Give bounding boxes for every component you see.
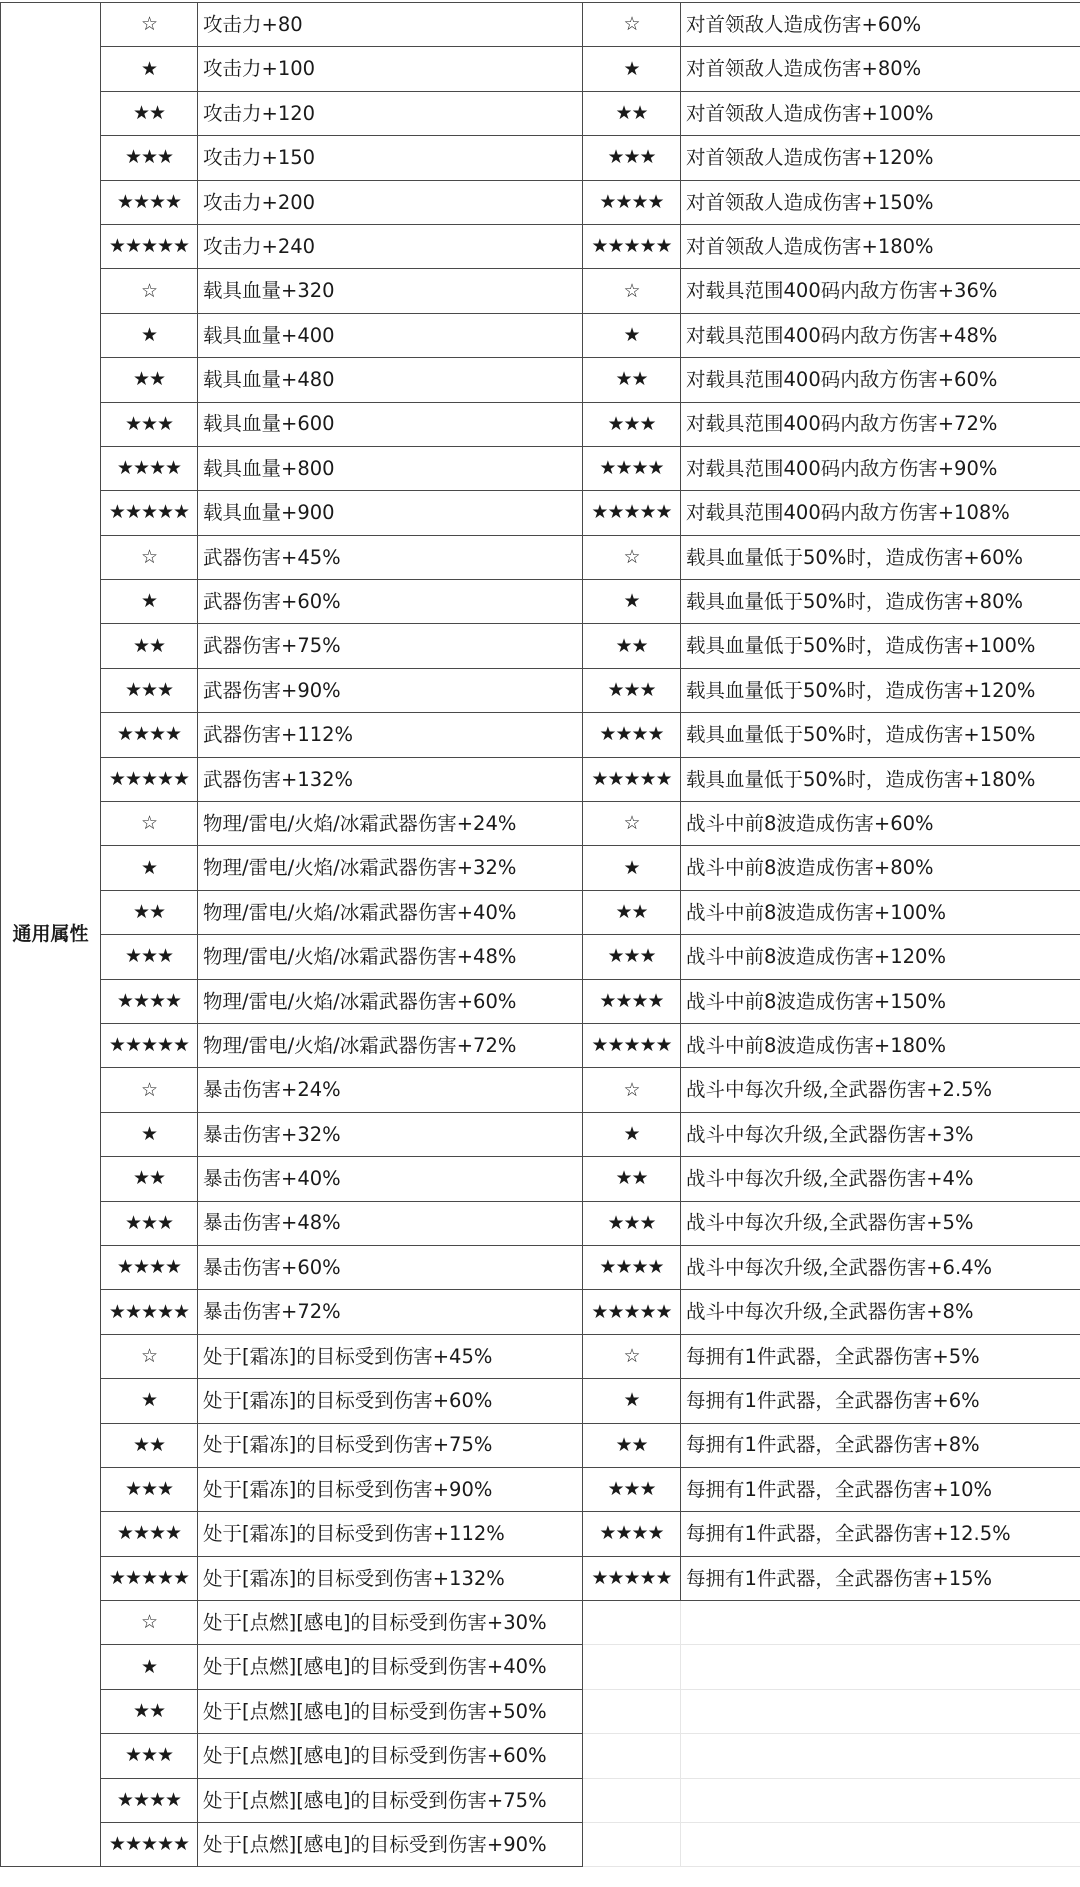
effect-cell: 对首领敌人造成伤害+60% <box>681 3 1080 47</box>
effect-cell: 攻击力+150 <box>198 136 583 180</box>
star-rating-cell: ★★★★ <box>101 1245 198 1289</box>
table-row <box>1 358 1080 402</box>
effect-cell: 处于[霜冻]的目标受到伤害+60% <box>198 1379 583 1423</box>
table-row <box>1 935 1080 979</box>
star-rating-cell: ☆ <box>583 1334 681 1378</box>
star-rating-cell: ★★★★★ <box>101 1556 198 1600</box>
table-row <box>1 1068 1080 1112</box>
effect-cell: 攻击力+100 <box>198 47 583 91</box>
star-rating-cell: ★★★★ <box>583 180 681 224</box>
effect-cell: 物理/雷电/火焰/冰霜武器伤害+24% <box>198 802 583 846</box>
attribute-table-body <box>1 3 1080 1867</box>
effect-cell: 每拥有1件武器，全武器伤害+6% <box>681 1379 1080 1423</box>
star-rating-cell: ★★ <box>101 1423 198 1467</box>
star-rating-cell: ★★ <box>101 1157 198 1201</box>
star-rating-cell: ★★★★ <box>583 1512 681 1556</box>
empty-cell <box>583 1645 681 1689</box>
star-rating-cell: ★ <box>101 580 198 624</box>
empty-cell <box>681 1778 1080 1822</box>
star-rating-cell: ☆ <box>583 269 681 313</box>
effect-cell: 对载具范围400码内敌方伤害+36% <box>681 269 1080 313</box>
effect-cell: 武器伤害+45% <box>198 535 583 579</box>
star-rating-cell: ★★★★ <box>101 979 198 1023</box>
attribute-table <box>0 2 1080 1867</box>
table-row <box>1 1467 1080 1511</box>
star-rating-cell: ★★★★★ <box>101 491 198 535</box>
table-row <box>1 1201 1080 1245</box>
star-rating-cell: ★★ <box>101 91 198 135</box>
effect-cell: 暴击伤害+32% <box>198 1112 583 1156</box>
effect-cell: 攻击力+80 <box>198 3 583 47</box>
star-rating-cell: ★★★ <box>101 1734 198 1778</box>
effect-cell: 处于[点燃][感电]的目标受到伤害+30% <box>198 1601 583 1645</box>
star-rating-cell: ★★ <box>583 624 681 668</box>
star-rating-cell: ★★★ <box>101 1201 198 1245</box>
effect-cell: 对载具范围400码内敌方伤害+108% <box>681 491 1080 535</box>
effect-cell: 处于[霜冻]的目标受到伤害+45% <box>198 1334 583 1378</box>
star-rating-cell: ★★★ <box>583 668 681 712</box>
empty-cell <box>583 1823 681 1867</box>
effect-cell: 物理/雷电/火焰/冰霜武器伤害+72% <box>198 1023 583 1067</box>
star-rating-cell: ★★★★ <box>101 713 198 757</box>
star-rating-cell: ★★★ <box>101 136 198 180</box>
effect-cell: 暴击伤害+40% <box>198 1157 583 1201</box>
effect-cell: 每拥有1件武器，全武器伤害+12.5% <box>681 1512 1080 1556</box>
table-row <box>1 91 1080 135</box>
effect-cell: 物理/雷电/火焰/冰霜武器伤害+40% <box>198 890 583 934</box>
empty-cell <box>681 1734 1080 1778</box>
effect-cell: 处于[霜冻]的目标受到伤害+132% <box>198 1556 583 1600</box>
star-rating-cell: ☆ <box>101 535 198 579</box>
table-row <box>1 1778 1080 1822</box>
table-row <box>1 1157 1080 1201</box>
star-rating-cell: ★★★★★ <box>101 1823 198 1867</box>
table-row <box>1 1645 1080 1689</box>
star-rating-cell: ★★★★★ <box>101 757 198 801</box>
star-rating-cell: ★★ <box>583 1157 681 1201</box>
table-row <box>1 269 1080 313</box>
table-row <box>1 1379 1080 1423</box>
effect-cell: 载具血量+320 <box>198 269 583 313</box>
table-row <box>1 1823 1080 1867</box>
effect-cell: 处于[霜冻]的目标受到伤害+90% <box>198 1467 583 1511</box>
empty-cell <box>583 1689 681 1733</box>
star-rating-cell: ★★ <box>583 91 681 135</box>
effect-cell: 载具血量低于50%时，造成伤害+180% <box>681 757 1080 801</box>
star-rating-cell: ★★ <box>101 890 198 934</box>
table-row <box>1 1023 1080 1067</box>
effect-cell: 战斗中前8波造成伤害+150% <box>681 979 1080 1023</box>
star-rating-cell: ★★★★ <box>583 713 681 757</box>
star-rating-cell: ★★★★★ <box>583 757 681 801</box>
table-row <box>1 491 1080 535</box>
empty-cell <box>681 1823 1080 1867</box>
effect-cell: 对首领敌人造成伤害+180% <box>681 224 1080 268</box>
star-rating-cell: ★ <box>583 580 681 624</box>
star-rating-cell: ★ <box>101 1112 198 1156</box>
effect-cell: 武器伤害+132% <box>198 757 583 801</box>
table-row <box>1 802 1080 846</box>
effect-cell: 载具血量+900 <box>198 491 583 535</box>
star-rating-cell: ★★★ <box>583 935 681 979</box>
star-rating-cell: ★★★ <box>583 402 681 446</box>
table-row <box>1 1601 1080 1645</box>
effect-cell: 对首领敌人造成伤害+80% <box>681 47 1080 91</box>
table-row <box>1 890 1080 934</box>
empty-cell <box>681 1689 1080 1733</box>
star-rating-cell: ★★★ <box>583 1467 681 1511</box>
star-rating-cell: ★ <box>101 1379 198 1423</box>
star-rating-cell: ★★★★★ <box>583 1556 681 1600</box>
star-rating-cell: ☆ <box>583 1068 681 1112</box>
effect-cell: 战斗中每次升级,全武器伤害+4% <box>681 1157 1080 1201</box>
star-rating-cell: ★★★★★ <box>101 224 198 268</box>
table-row <box>1 1556 1080 1600</box>
effect-cell: 处于[霜冻]的目标受到伤害+112% <box>198 1512 583 1556</box>
effect-cell: 载具血量+400 <box>198 313 583 357</box>
star-rating-cell: ★★ <box>583 1423 681 1467</box>
effect-cell: 处于[点燃][感电]的目标受到伤害+75% <box>198 1778 583 1822</box>
table-row <box>1 580 1080 624</box>
star-rating-cell: ☆ <box>101 3 198 47</box>
effect-cell: 每拥有1件武器，全武器伤害+8% <box>681 1423 1080 1467</box>
effect-cell: 处于[霜冻]的目标受到伤害+75% <box>198 1423 583 1467</box>
star-rating-cell: ★★★★★ <box>583 224 681 268</box>
table-row <box>1 136 1080 180</box>
table-row <box>1 979 1080 1023</box>
star-rating-cell: ★★★★ <box>583 446 681 490</box>
empty-cell <box>681 1645 1080 1689</box>
table-row <box>1 1734 1080 1778</box>
table-row <box>1 180 1080 224</box>
star-rating-cell: ★★ <box>583 890 681 934</box>
effect-cell: 物理/雷电/火焰/冰霜武器伤害+60% <box>198 979 583 1023</box>
effect-cell: 战斗中前8波造成伤害+60% <box>681 802 1080 846</box>
star-rating-cell: ★ <box>583 846 681 890</box>
table-row <box>1 1290 1080 1334</box>
effect-cell: 物理/雷电/火焰/冰霜武器伤害+32% <box>198 846 583 890</box>
effect-cell: 对载具范围400码内敌方伤害+72% <box>681 402 1080 446</box>
effect-cell: 载具血量低于50%时，造成伤害+60% <box>681 535 1080 579</box>
empty-cell <box>583 1601 681 1645</box>
effect-cell: 对首领敌人造成伤害+150% <box>681 180 1080 224</box>
star-rating-cell: ★ <box>583 1379 681 1423</box>
star-rating-cell: ★★★★ <box>101 446 198 490</box>
effect-cell: 攻击力+240 <box>198 224 583 268</box>
star-rating-cell: ★★★★ <box>583 1245 681 1289</box>
star-rating-cell: ★★★ <box>101 1467 198 1511</box>
effect-cell: 武器伤害+60% <box>198 580 583 624</box>
star-rating-cell: ★ <box>101 1645 198 1689</box>
effect-cell: 暴击伤害+24% <box>198 1068 583 1112</box>
star-rating-cell: ★ <box>583 313 681 357</box>
effect-cell: 战斗中每次升级,全武器伤害+8% <box>681 1290 1080 1334</box>
table-row <box>1 1112 1080 1156</box>
star-rating-cell: ☆ <box>101 1601 198 1645</box>
star-rating-cell: ☆ <box>583 802 681 846</box>
table-row <box>1 624 1080 668</box>
effect-cell: 处于[点燃][感电]的目标受到伤害+40% <box>198 1645 583 1689</box>
table-row <box>1 1512 1080 1556</box>
star-rating-cell: ☆ <box>101 1068 198 1112</box>
star-rating-cell: ★★★★ <box>101 180 198 224</box>
empty-cell <box>681 1601 1080 1645</box>
star-rating-cell: ★★ <box>101 1689 198 1733</box>
table-row <box>1 757 1080 801</box>
effect-cell: 战斗中前8波造成伤害+180% <box>681 1023 1080 1067</box>
effect-cell: 每拥有1件武器，全武器伤害+5% <box>681 1334 1080 1378</box>
star-rating-cell: ★★★★ <box>583 979 681 1023</box>
table-row <box>1 846 1080 890</box>
star-rating-cell: ★ <box>583 47 681 91</box>
star-rating-cell: ★★★★★ <box>583 491 681 535</box>
effect-cell: 战斗中每次升级,全武器伤害+6.4% <box>681 1245 1080 1289</box>
effect-cell: 战斗中每次升级,全武器伤害+3% <box>681 1112 1080 1156</box>
effect-cell: 对首领敌人造成伤害+100% <box>681 91 1080 135</box>
table-row <box>1 1245 1080 1289</box>
star-rating-cell: ★★★★★ <box>583 1023 681 1067</box>
star-rating-cell: ★★ <box>101 358 198 402</box>
star-rating-cell: ★★★★★ <box>101 1290 198 1334</box>
effect-cell: 战斗中每次升级,全武器伤害+5% <box>681 1201 1080 1245</box>
table-row <box>1 3 1080 47</box>
effect-cell: 战斗中前8波造成伤害+80% <box>681 846 1080 890</box>
effect-cell: 载具血量+480 <box>198 358 583 402</box>
star-rating-cell: ☆ <box>101 1334 198 1378</box>
table-row <box>1 313 1080 357</box>
effect-cell: 攻击力+120 <box>198 91 583 135</box>
star-rating-cell: ★★★★ <box>101 1512 198 1556</box>
star-rating-cell: ★★ <box>583 358 681 402</box>
star-rating-cell: ★★★★★ <box>583 1290 681 1334</box>
effect-cell: 战斗中每次升级,全武器伤害+2.5% <box>681 1068 1080 1112</box>
star-rating-cell: ★★★★ <box>101 1778 198 1822</box>
effect-cell: 物理/雷电/火焰/冰霜武器伤害+48% <box>198 935 583 979</box>
effect-cell: 载具血量低于50%时，造成伤害+150% <box>681 713 1080 757</box>
table-row <box>1 446 1080 490</box>
star-rating-cell: ☆ <box>101 802 198 846</box>
table-row <box>1 224 1080 268</box>
effect-cell: 载具血量低于50%时，造成伤害+120% <box>681 668 1080 712</box>
effect-cell: 战斗中前8波造成伤害+100% <box>681 890 1080 934</box>
star-rating-cell: ☆ <box>583 535 681 579</box>
effect-cell: 处于[点燃][感电]的目标受到伤害+50% <box>198 1689 583 1733</box>
effect-cell: 暴击伤害+48% <box>198 1201 583 1245</box>
table-row <box>1 402 1080 446</box>
empty-cell <box>583 1734 681 1778</box>
effect-cell: 处于[点燃][感电]的目标受到伤害+60% <box>198 1734 583 1778</box>
table-row <box>1 713 1080 757</box>
star-rating-cell: ★★ <box>101 624 198 668</box>
star-rating-cell: ★★★★★ <box>101 1023 198 1067</box>
star-rating-cell: ★★★ <box>101 402 198 446</box>
star-rating-cell: ★★★ <box>101 935 198 979</box>
effect-cell: 载具血量低于50%时，造成伤害+80% <box>681 580 1080 624</box>
table-row <box>1 1689 1080 1733</box>
effect-cell: 每拥有1件武器，全武器伤害+15% <box>681 1556 1080 1600</box>
star-rating-cell: ★ <box>101 47 198 91</box>
effect-cell: 暴击伤害+72% <box>198 1290 583 1334</box>
effect-cell: 武器伤害+75% <box>198 624 583 668</box>
table-row <box>1 47 1080 91</box>
effect-cell: 载具血量+800 <box>198 446 583 490</box>
star-rating-cell: ★★★ <box>101 668 198 712</box>
effect-cell: 战斗中前8波造成伤害+120% <box>681 935 1080 979</box>
effect-cell: 暴击伤害+60% <box>198 1245 583 1289</box>
star-rating-cell: ☆ <box>101 269 198 313</box>
effect-cell: 攻击力+200 <box>198 180 583 224</box>
effect-cell: 处于[点燃][感电]的目标受到伤害+90% <box>198 1823 583 1867</box>
table-row <box>1 1423 1080 1467</box>
effect-cell: 载具血量低于50%时，造成伤害+100% <box>681 624 1080 668</box>
star-rating-cell: ☆ <box>583 3 681 47</box>
star-rating-cell: ★ <box>101 313 198 357</box>
star-rating-cell: ★★★ <box>583 1201 681 1245</box>
effect-cell: 对载具范围400码内敌方伤害+90% <box>681 446 1080 490</box>
empty-cell <box>583 1778 681 1822</box>
effect-cell: 武器伤害+112% <box>198 713 583 757</box>
effect-cell: 对载具范围400码内敌方伤害+60% <box>681 358 1080 402</box>
star-rating-cell: ★ <box>101 846 198 890</box>
table-row <box>1 535 1080 579</box>
star-rating-cell: ★★★ <box>583 136 681 180</box>
effect-cell: 每拥有1件武器，全武器伤害+10% <box>681 1467 1080 1511</box>
effect-cell: 载具血量+600 <box>198 402 583 446</box>
table-row <box>1 1334 1080 1378</box>
effect-cell: 对载具范围400码内敌方伤害+48% <box>681 313 1080 357</box>
table-row <box>1 668 1080 712</box>
star-rating-cell: ★ <box>583 1112 681 1156</box>
category-cell: 通用属性 <box>1 3 101 1867</box>
effect-cell: 对首领敌人造成伤害+120% <box>681 136 1080 180</box>
effect-cell: 武器伤害+90% <box>198 668 583 712</box>
